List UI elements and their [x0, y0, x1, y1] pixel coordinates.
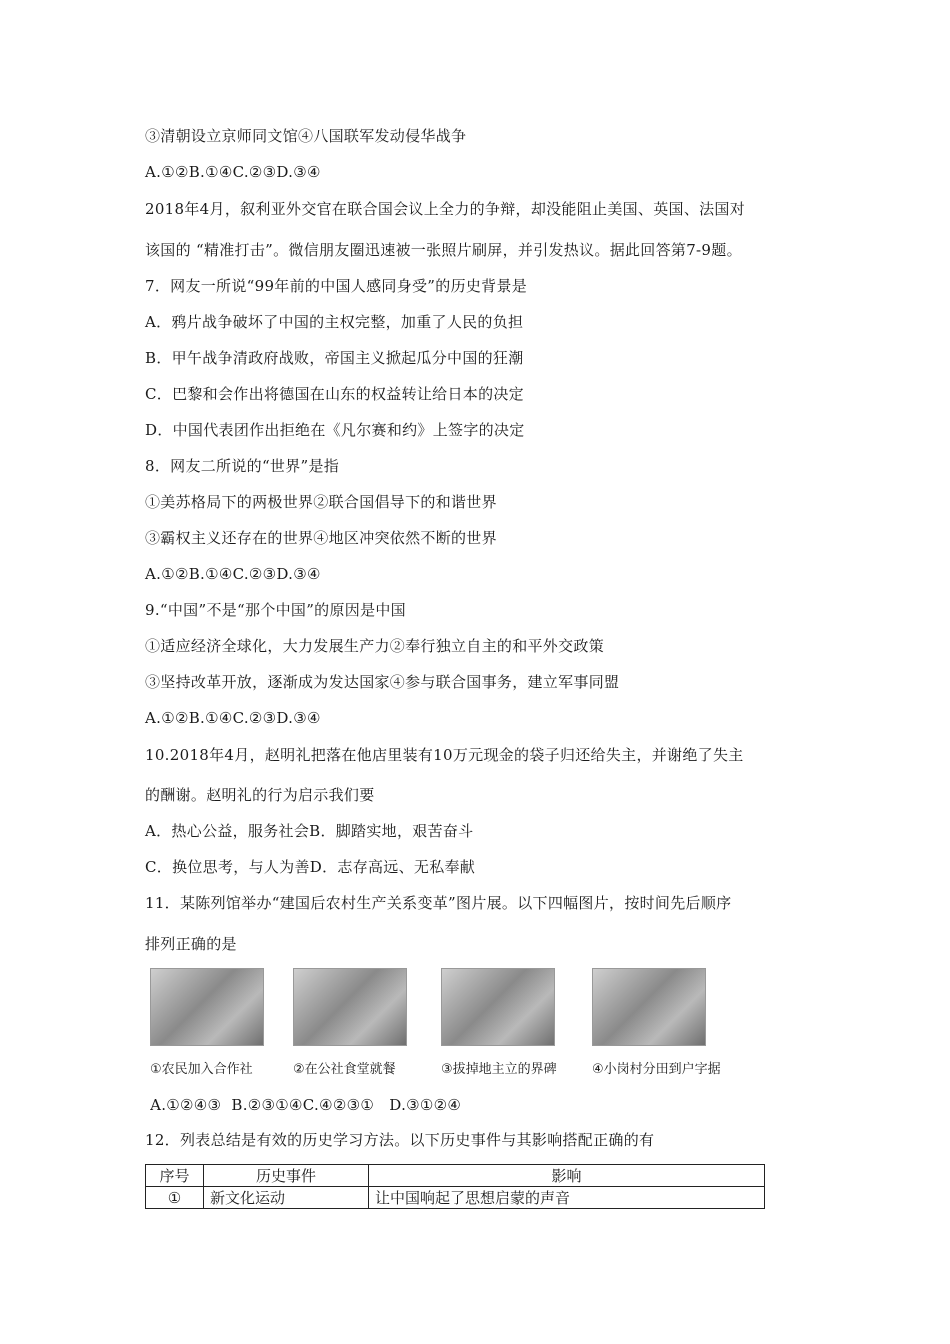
q12-prompt: 12．列表总结是有效的历史学习方法。以下历史事件与其影响搭配正确的有: [145, 1131, 655, 1149]
text-line: A.①②B.①④C.②③D.③④: [145, 709, 321, 727]
events-table: [145, 1164, 765, 1209]
table-header-row: [146, 1165, 765, 1187]
picture-1: [150, 968, 264, 1077]
text-line: A．热心公益，服务社会B．脚踏实地，艰苦奋斗: [145, 822, 474, 840]
text-line: A.①②B.①④C.②③D.③④: [145, 565, 321, 583]
text-line: A．鸦片战争破坏了中国的主权完整，加重了人民的负担: [145, 313, 524, 331]
text-line: ③霸权主义还存在的世界④地区冲突依然不断的世界: [145, 529, 497, 547]
table-cell: 让中国响起了思想启蒙的声音: [369, 1187, 765, 1209]
text-line: 8．网友二所说的“世界”是指: [145, 457, 340, 475]
picture-4: [592, 968, 721, 1077]
photo-landlord-marker: [441, 968, 555, 1046]
text-line: 的酬谢。赵明礼的行为启示我们要: [145, 786, 375, 804]
text-line: 排列正确的是: [145, 935, 237, 953]
photo-xiaogang-contract: [592, 968, 706, 1046]
text-line: 10.2018年4月，赵明礼把落在他店里装有10万元现金的袋子归还给失主，并谢绝了失主: [145, 746, 744, 764]
text-line: A.①②B.①④C.②③D.③④: [145, 163, 321, 181]
text-line: C．换位思考，与人为善D．志存高远、无私奉献: [145, 858, 476, 876]
table-header: 序号: [146, 1165, 204, 1187]
picture-3: [441, 968, 557, 1077]
picture-caption: ②在公社食堂就餐: [293, 1062, 396, 1077]
picture-caption: ③拔掉地主立的界碑: [441, 1062, 557, 1077]
picture-caption: ④小岗村分田到户字据: [592, 1062, 721, 1077]
table-cell: ①: [146, 1187, 204, 1209]
text-line: 7．网友一所说“99年前的中国人感同身受”的历史背景是: [145, 277, 528, 295]
picture-row: [145, 968, 765, 1078]
text-line: C．巴黎和会作出将德国在山东的权益转让给日本的决定: [145, 385, 524, 403]
text-line: ③清朝设立京师同文馆④八国联军发动侵华战争: [145, 127, 467, 145]
text-line: 该国的 “精准打击”。微信朋友圈迅速被一张照片刷屏，并引发热议。据此回答第7-9题。: [145, 241, 742, 259]
photo-commune-canteen: [293, 968, 407, 1046]
text-line: 11．某陈列馆举办“建国后农村生产关系变革”图片展。以下四幅图片，按时间先后顺序: [145, 894, 732, 912]
text-line: D．中国代表团作出拒绝在《凡尔赛和约》上签字的决定: [145, 421, 525, 439]
q11-options: A.①②④③ B.②③①④C.④②③① D.③①②④: [145, 1096, 462, 1114]
text-line: 2018年4月，叙利亚外交官在联合国会议上全力的争辩，却没能阻止美国、英国、法国对: [145, 200, 746, 218]
photo-cooperative: [150, 968, 264, 1046]
picture-caption: ①农民加入合作社: [150, 1062, 253, 1077]
text-line: 9.“中国”不是“那个中国”的原因是中国: [145, 601, 406, 619]
table-cell: 新文化运动: [204, 1187, 369, 1209]
table-header: 历史事件: [204, 1165, 369, 1187]
text-line: B．甲午战争清政府战败，帝国主义掀起瓜分中国的狂潮: [145, 349, 524, 367]
picture-2: [293, 968, 407, 1077]
text-line: ③坚持改革开放，逐渐成为发达国家④参与联合国事务，建立军事同盟: [145, 673, 620, 691]
table-row: [146, 1187, 765, 1209]
text-line: ①适应经济全球化，大力发展生产力②奉行独立自主的和平外交政策: [145, 637, 605, 655]
table-header: 影响: [369, 1165, 765, 1187]
text-line: ①美苏格局下的两极世界②联合国倡导下的和谐世界: [145, 493, 497, 511]
